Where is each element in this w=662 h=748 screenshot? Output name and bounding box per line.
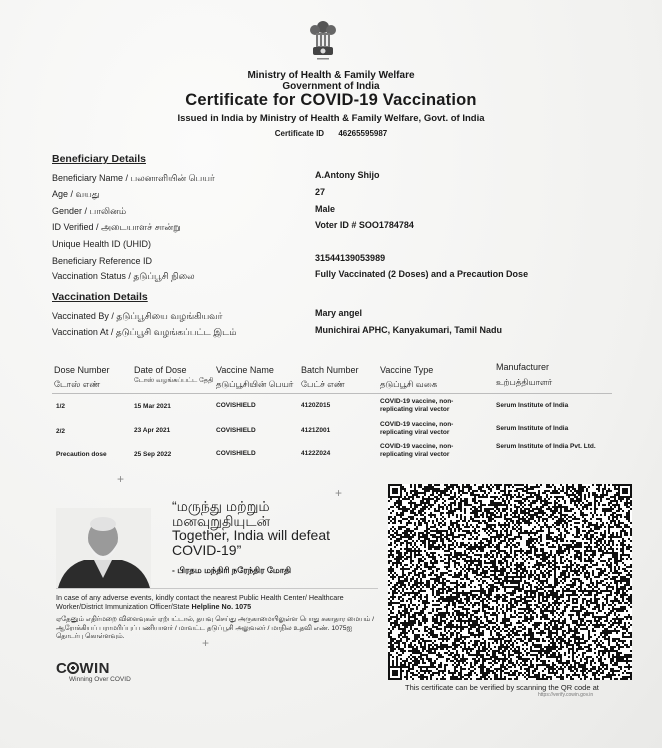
adverse-events-notice-tamil: ஏதேனும் எதிர்மறை விளைவுகள் ஏற்பட்டால், தயவு செய்து அருகாமையிலுள்ள பொது சுகாதார மையம் / ஆரோக்கியப் பராமரிப்புப் பணியாளர் / மாவட்ட தடுப்பூசி அலுவலர் / மாநில உதவி எண். 1075ஐ தொடர்பு கொள்ளவும். bbox=[56, 616, 375, 640]
vaccination-status-value: Fully Vaccinated (2 Doses) and a Precaution Dose bbox=[315, 269, 529, 279]
cell-vaccine: COVISHIELD bbox=[216, 450, 256, 457]
pm-quote bbox=[172, 499, 330, 557]
certificate-subtitle: Issued in India by Ministry of Health & Family Welfare, Govt. of India bbox=[177, 113, 485, 124]
age-value: 27 bbox=[315, 187, 326, 197]
col-vaccine-type: Vaccine Type bbox=[380, 365, 434, 375]
col-manufacturer-ta: உற்பத்தியாளர் bbox=[496, 377, 553, 387]
cell-type: COVID-19 vaccine, non-replicating viral vector bbox=[380, 421, 454, 436]
quote-divider bbox=[56, 588, 378, 589]
cell-manufacturer: Serum Institute of India bbox=[496, 425, 569, 432]
col-vaccine-type-ta: தடுப்பூசி வகை bbox=[380, 379, 438, 389]
plus-decoration-icon: + bbox=[335, 486, 343, 500]
cell-date: 23 Apr 2021 bbox=[134, 427, 171, 434]
table-header-divider bbox=[52, 393, 612, 394]
quote-line: COVID-19” bbox=[172, 541, 242, 558]
certificate-id-label: Certificate ID bbox=[274, 129, 325, 138]
cowin-plus-icon bbox=[67, 662, 79, 674]
vaccination-details-heading: Vaccination Details bbox=[52, 291, 148, 303]
cell-type: COVID-19 vaccine, non-replicating viral vector bbox=[380, 443, 454, 458]
certificate-title: Certificate for COVID-19 Vaccination bbox=[185, 91, 477, 109]
cowin-logo-c: C bbox=[56, 660, 68, 677]
adverse-events-text: In case of any adverse events, kindly contact the nearest Public Health Center/ Healthcare Worker/District Immunization Officer/State bbox=[56, 593, 344, 611]
gender-value: Male bbox=[315, 204, 336, 214]
national-emblem-icon bbox=[305, 18, 341, 63]
quote-attribution: - பிரதம மந்திரி நரேந்திர மோதி bbox=[172, 565, 292, 575]
quote-line: “மருந்து மற்றும் bbox=[172, 498, 270, 514]
age-label: Age / வயது bbox=[52, 189, 100, 199]
vaccination-at-value: Munichirai APHC, Kanyakumari, Tamil Nadu bbox=[315, 325, 503, 335]
cell-dose: 2/2 bbox=[56, 428, 66, 435]
plus-decoration-icon: + bbox=[117, 472, 125, 486]
cell-batch: 4122Z024 bbox=[301, 450, 331, 457]
qr-finder-pattern bbox=[388, 666, 402, 680]
government-name: Government of India bbox=[282, 81, 380, 92]
col-dose-number: Dose Number bbox=[54, 365, 110, 375]
qr-verification-url[interactable]: https://verify.cowin.gov.in bbox=[538, 692, 594, 698]
col-vaccine-name-ta: தடுப்பூசியின் பெயர் bbox=[216, 379, 294, 389]
col-batch-number: Batch Number bbox=[301, 365, 359, 375]
cell-vaccine: COVISHIELD bbox=[216, 427, 256, 434]
cell-vaccine: COVISHIELD bbox=[216, 402, 256, 409]
cowin-logo bbox=[56, 660, 110, 677]
vaccinated-by-value: Mary angel bbox=[315, 308, 363, 318]
beneficiary-name-value: A.Antony Shijo bbox=[315, 170, 380, 180]
qr-finder-pattern bbox=[388, 484, 402, 498]
qr-verification-note: This certificate can be verified by scanning the QR code at bbox=[405, 683, 599, 692]
cell-batch: 4121Z001 bbox=[301, 427, 331, 434]
qr-finder-pattern bbox=[618, 484, 632, 498]
gender-label: Gender / பாலினம் bbox=[52, 206, 127, 216]
beneficiary-name-label: Beneficiary Name / பலனாளியின் பெயர் bbox=[52, 173, 215, 183]
vaccination-at-label: Vaccination At / தடுப்பூசி வழங்கப்பட்ட இடம் bbox=[52, 327, 237, 337]
cell-type: COVID-19 vaccine, non-replicating viral vector bbox=[380, 398, 454, 413]
cell-batch: 4120Z015 bbox=[301, 402, 331, 409]
vaccination-status-label: Vaccination Status / தடுப்பூசி நிலை bbox=[52, 271, 195, 281]
cell-dose: Precaution dose bbox=[56, 451, 107, 458]
cell-manufacturer: Serum Institute of India Pvt. Ltd. bbox=[496, 443, 596, 450]
quote-line: மனவுறுதியுடன் bbox=[172, 512, 271, 529]
col-dose-number-ta: டோஸ் எண் bbox=[54, 379, 101, 389]
col-date-of-dose-ta: டோஸ் வழங்கப்பட்ட தேதி bbox=[134, 377, 214, 384]
cell-date: 25 Sep 2022 bbox=[134, 451, 172, 458]
cell-dose: 1/2 bbox=[56, 403, 66, 410]
id-verified-label: ID Verified / அடையாளச் சான்று bbox=[52, 222, 181, 232]
cell-manufacturer: Serum Institute of India bbox=[496, 402, 569, 409]
cowin-logo-win: WIN bbox=[79, 660, 111, 677]
reference-id-value: 31544139053989 bbox=[315, 253, 386, 263]
col-manufacturer: Manufacturer bbox=[496, 362, 550, 372]
reference-id-label: Beneficiary Reference ID bbox=[52, 256, 153, 266]
id-verified-value: Voter ID # SOO1784784 bbox=[315, 220, 414, 230]
plus-decoration-icon: + bbox=[202, 636, 210, 650]
quote-line: Together, India will defeat bbox=[172, 527, 330, 543]
col-vaccine-name: Vaccine Name bbox=[216, 365, 274, 375]
cell-date: 15 Mar 2021 bbox=[134, 403, 171, 410]
pm-photo bbox=[56, 508, 151, 588]
verification-qr-code[interactable] bbox=[388, 484, 632, 680]
beneficiary-details-heading: Beneficiary Details bbox=[52, 153, 146, 165]
uhid-label: Unique Health ID (UHID) bbox=[52, 239, 152, 249]
col-batch-number-ta: பேட்ச் எண் bbox=[301, 379, 345, 389]
certificate-id-line bbox=[0, 129, 662, 138]
col-date-of-dose: Date of Dose bbox=[134, 365, 187, 375]
adverse-events-notice bbox=[56, 594, 376, 611]
vaccinated-by-label: Vaccinated By / தடுப்பூசியை வழங்கியவர் bbox=[52, 311, 223, 321]
ministry-name: Ministry of Health & Family Welfare bbox=[247, 70, 415, 81]
cowin-tagline: Winning Over COVID bbox=[69, 676, 131, 683]
certificate-id-value: 46265595987 bbox=[338, 129, 388, 138]
helpline-number: Helpline No. 1075 bbox=[191, 601, 252, 611]
